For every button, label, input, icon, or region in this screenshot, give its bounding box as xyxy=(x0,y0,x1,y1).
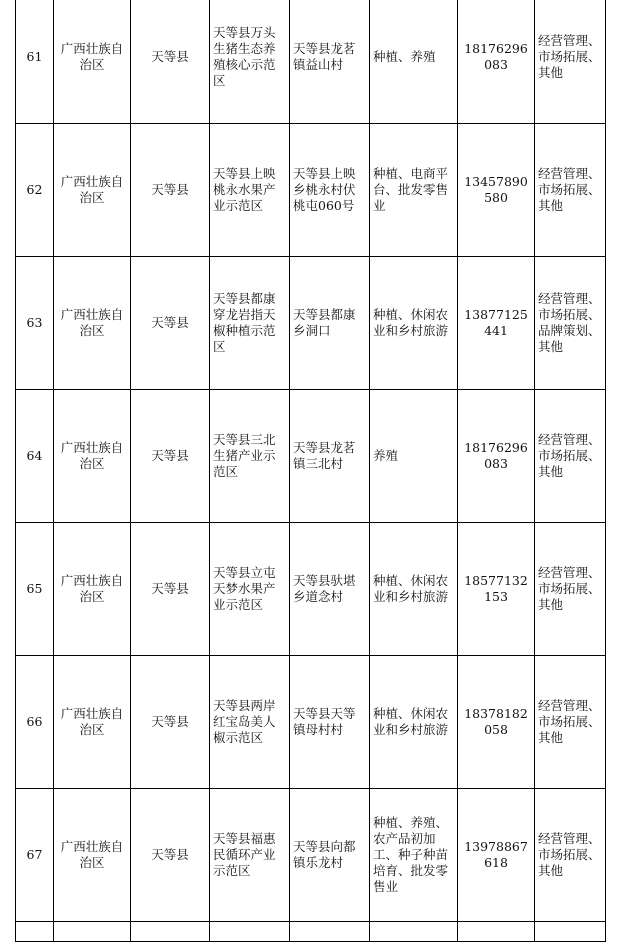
row-number: 66 xyxy=(16,656,54,789)
demo-zone-name-cell: 天等县福惠民循环产业示范区 xyxy=(210,789,290,922)
province-cell: 广西壮族自治区 xyxy=(54,789,131,922)
service-needs-cell: 经营管理、市场拓展、品牌策划、其他 xyxy=(535,257,606,390)
table-row xyxy=(16,523,606,656)
row-number: 65 xyxy=(16,523,54,656)
business-scope-cell: 种植、休闲农业和乡村旅游 xyxy=(370,257,458,390)
project-table xyxy=(15,0,606,942)
province-cell: 广西壮族自治区 xyxy=(54,523,131,656)
phone-cell: 13457890580 xyxy=(458,124,535,257)
county-cell: 天等县 xyxy=(131,257,210,390)
demo-zone-name-cell: 天等县都康穿龙岩指天椒种植示范区 xyxy=(210,257,290,390)
row-number: 61 xyxy=(16,0,54,124)
table-row xyxy=(16,789,606,922)
row-number: 63 xyxy=(16,257,54,390)
county-cell: 天等县 xyxy=(131,523,210,656)
service-needs-cell: 经营管理、市场拓展、其他 xyxy=(535,390,606,523)
county-cell: 天等县 xyxy=(131,656,210,789)
business-scope-cell: 种植、养殖、农产品初加工、种子种苗培育、批发零售业 xyxy=(370,789,458,922)
address-cell: 天等县龙茗镇益山村 xyxy=(290,0,370,124)
address-cell: 天等县龙茗镇三北村 xyxy=(290,390,370,523)
province-cell: 广西壮族自治区 xyxy=(54,390,131,523)
service-needs-cell: 经营管理、市场拓展、其他 xyxy=(535,124,606,257)
row-number: 64 xyxy=(16,390,54,523)
demo-zone-name-cell: 天等县三北生猪产业示范区 xyxy=(210,390,290,523)
demo-zone-name-cell: 天等县上映桃永水果产业示范区 xyxy=(210,124,290,257)
phone-cell: 18176296083 xyxy=(458,390,535,523)
service-needs-cell: 经营管理、市场拓展、其他 xyxy=(535,523,606,656)
business-scope-cell: 种植、电商平台、批发零售业 xyxy=(370,124,458,257)
phone-cell: 18577132153 xyxy=(458,523,535,656)
demo-zone-name-cell: 天等县立屯天梦水果产业示范区 xyxy=(210,523,290,656)
phone-cell: 18176296083 xyxy=(458,0,535,124)
demo-zone-name-cell: 天等县万头生猪生态养殖核心示范区 xyxy=(210,0,290,124)
row-number: 67 xyxy=(16,789,54,922)
phone-cell: 13877125441 xyxy=(458,257,535,390)
county-cell: 天等县 xyxy=(131,0,210,124)
province-cell: 广西壮族自治区 xyxy=(54,0,131,124)
business-scope-cell: 种植、养殖 xyxy=(370,0,458,124)
province-cell: 广西壮族自治区 xyxy=(54,124,131,257)
service-needs-cell: 经营管理、市场拓展、其他 xyxy=(535,656,606,789)
table-row xyxy=(16,257,606,390)
table-row xyxy=(16,390,606,523)
county-cell: 天等县 xyxy=(131,789,210,922)
address-cell: 天等县驮堪乡道念村 xyxy=(290,523,370,656)
row-number: 62 xyxy=(16,124,54,257)
demo-zone-name-cell: 天等县两岸红宝岛美人椒示范区 xyxy=(210,656,290,789)
service-needs-cell: 经营管理、市场拓展、其他 xyxy=(535,789,606,922)
address-cell: 天等县都康乡洞口 xyxy=(290,257,370,390)
business-scope-cell: 种植、休闲农业和乡村旅游 xyxy=(370,523,458,656)
business-scope-cell: 种植、休闲农业和乡村旅游 xyxy=(370,656,458,789)
address-cell: 天等县向都镇乐龙村 xyxy=(290,789,370,922)
county-cell: 天等县 xyxy=(131,390,210,523)
phone-cell: 18378182058 xyxy=(458,656,535,789)
business-scope-cell: 养殖 xyxy=(370,390,458,523)
address-cell: 天等县天等镇母村村 xyxy=(290,656,370,789)
address-cell: 天等县上映乡桃永村伏桃屯060号 xyxy=(290,124,370,257)
table-row xyxy=(16,0,606,124)
table-row xyxy=(16,124,606,257)
province-cell: 广西壮族自治区 xyxy=(54,257,131,390)
phone-cell: 13978867618 xyxy=(458,789,535,922)
province-cell: 广西壮族自治区 xyxy=(54,656,131,789)
table-row xyxy=(16,656,606,789)
county-cell: 天等县 xyxy=(131,124,210,257)
service-needs-cell: 经营管理、市场拓展、其他 xyxy=(535,0,606,124)
